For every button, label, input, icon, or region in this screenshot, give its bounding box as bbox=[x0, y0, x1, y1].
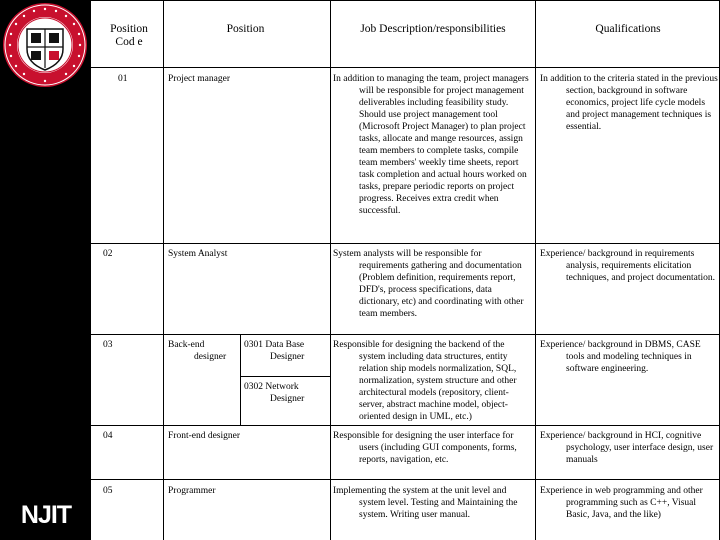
row-03-qual: Experience/ background in DBMS, CASE tools and modeling techniques in software engineering. bbox=[540, 340, 701, 374]
row-04-code: 04 bbox=[103, 431, 113, 441]
header-qualifications: Qualifications bbox=[595, 23, 661, 35]
row-01-qual: In addition to the criteria stated in the previous section, background in software economics, project life cycle models and project management techniques is essential. bbox=[540, 74, 718, 132]
row-01-position: Project manager bbox=[168, 74, 230, 84]
row-05-qual: Experience in web programming and other programming such as C++, Visual Basic, Java, and the like) bbox=[540, 486, 703, 520]
row-02-code: 02 bbox=[103, 249, 113, 259]
header-job-description: Job Description/responsibilities bbox=[360, 23, 506, 35]
row-04-position: Front-end designer bbox=[168, 431, 241, 441]
header-position: Position bbox=[226, 23, 265, 35]
row-03-job: Responsible for designing the backend of the system including data structures, entity relation ship models normalization, SQL, normalization, system structure and other architectural models (repository, client-server, abstract machine model, object-oriented design in UML, etc.) bbox=[333, 340, 517, 422]
row-04-job: Responsible for designing the user interface for users (including GUI components, forms, reports, navigation, etc. bbox=[333, 431, 517, 465]
row-05-job: Implementing the system at the unit level and system level. Testing and Maintaining the system. Writing user manual. bbox=[333, 486, 518, 520]
row-02-job: System analysts will be responsible for requirements gathering and documentation (Problem definition, requirements report, DFD's, process specifications, data dictionary, etc) and coordinating with other team members. bbox=[333, 249, 524, 319]
row-03-sub-database-designer: 0301 Data Base Designer bbox=[244, 340, 305, 362]
university-seal bbox=[0, 0, 91, 91]
row-05-code: 05 bbox=[103, 486, 113, 496]
header-code: Position Cod e bbox=[110, 23, 148, 48]
row-03-code: 03 bbox=[103, 340, 113, 350]
row-01-job: In addition to managing the team, project managers will be responsible for project management deliverables including feasibility study. Should use project management tool (Microsoft Project Manager) to plan project tasks, allocate and mange resources, assign team members to complete tasks, compile team members' weekly time sheets, report task completion and actual hours worked on tasks, prepare periodic reports on project progress. Receives extra credit when successful. bbox=[333, 74, 529, 216]
row-03-position: Back-end designer bbox=[168, 340, 227, 362]
row-01-code: 01 bbox=[118, 74, 128, 84]
njit-logo: NJIT bbox=[20, 501, 72, 529]
row-02-position: System Analyst bbox=[168, 249, 228, 259]
row-05-position: Programmer bbox=[168, 486, 216, 496]
row-03-sub-network-designer: 0302 Network Designer bbox=[244, 382, 305, 404]
row-04-qual: Experience/ background in HCI, cognitive psychology, user interface design, user manuals bbox=[540, 431, 714, 465]
row-02-qual: Experience/ background in requirements analysis, requirements elicitation techniques, and project documentation. bbox=[540, 249, 716, 283]
sidebar bbox=[0, 0, 91, 540]
